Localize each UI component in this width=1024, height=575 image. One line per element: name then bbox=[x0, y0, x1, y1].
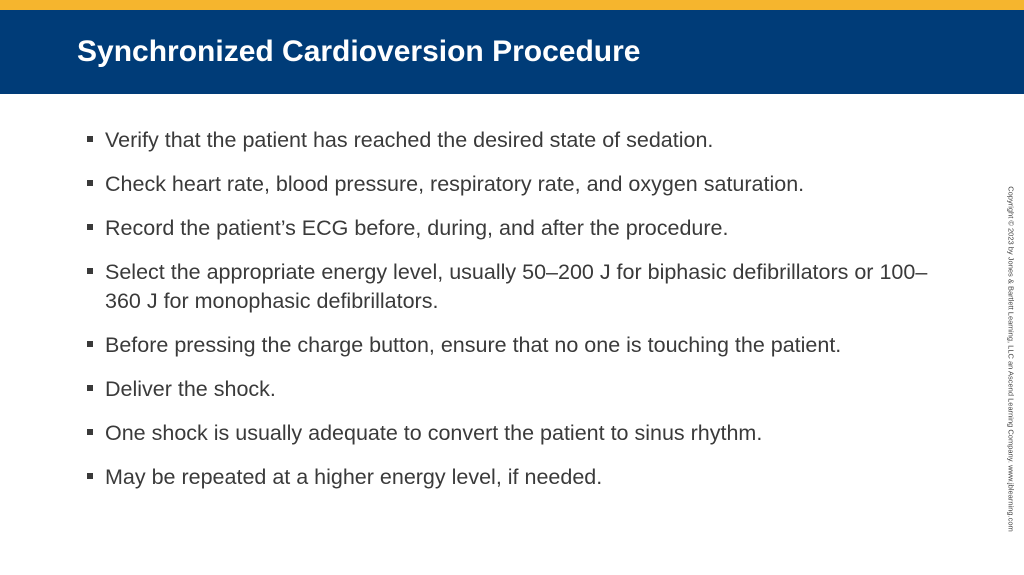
bullet-item bbox=[86, 463, 936, 492]
bullet-item bbox=[86, 214, 936, 243]
bullet-list bbox=[86, 126, 936, 507]
square-bullet-icon bbox=[87, 268, 93, 274]
bullet-text: Select the appropriate energy level, usually 50–200 J for biphasic defibrillators or 100–360 J for monophasic defibrillators. bbox=[105, 260, 928, 313]
square-bullet-icon bbox=[87, 473, 93, 479]
bullet-item bbox=[86, 258, 936, 316]
square-bullet-icon bbox=[87, 385, 93, 391]
bullet-item bbox=[86, 375, 936, 404]
bullet-text: Verify that the patient has reached the desired state of sedation. bbox=[105, 128, 714, 152]
accent-stripe bbox=[0, 0, 1024, 10]
slide-title: Synchronized Cardioversion Procedure bbox=[77, 35, 641, 68]
bullet-text: May be repeated at a higher energy level, if needed. bbox=[105, 465, 603, 489]
bullet-text: Deliver the shock. bbox=[105, 377, 276, 401]
square-bullet-icon bbox=[87, 180, 93, 186]
square-bullet-icon bbox=[87, 341, 93, 347]
bullet-item bbox=[86, 126, 936, 155]
square-bullet-icon bbox=[87, 429, 93, 435]
bullet-text: One shock is usually adequate to convert the patient to sinus rhythm. bbox=[105, 421, 763, 445]
bullet-text: Check heart rate, blood pressure, respiratory rate, and oxygen saturation. bbox=[105, 172, 805, 196]
copyright-notice: Copyright © 2023 by Jones & Bartlett Learning, LLC an Ascend Learning Company. www.jblearning.com bbox=[1006, 186, 1016, 532]
square-bullet-icon bbox=[87, 224, 93, 230]
square-bullet-icon bbox=[87, 136, 93, 142]
bullet-item bbox=[86, 170, 936, 199]
bullet-text: Record the patient’s ECG before, during, and after the procedure. bbox=[105, 216, 729, 240]
bullet-item bbox=[86, 331, 936, 360]
bullet-item bbox=[86, 419, 936, 448]
bullet-text: Before pressing the charge button, ensure that no one is touching the patient. bbox=[105, 333, 842, 357]
